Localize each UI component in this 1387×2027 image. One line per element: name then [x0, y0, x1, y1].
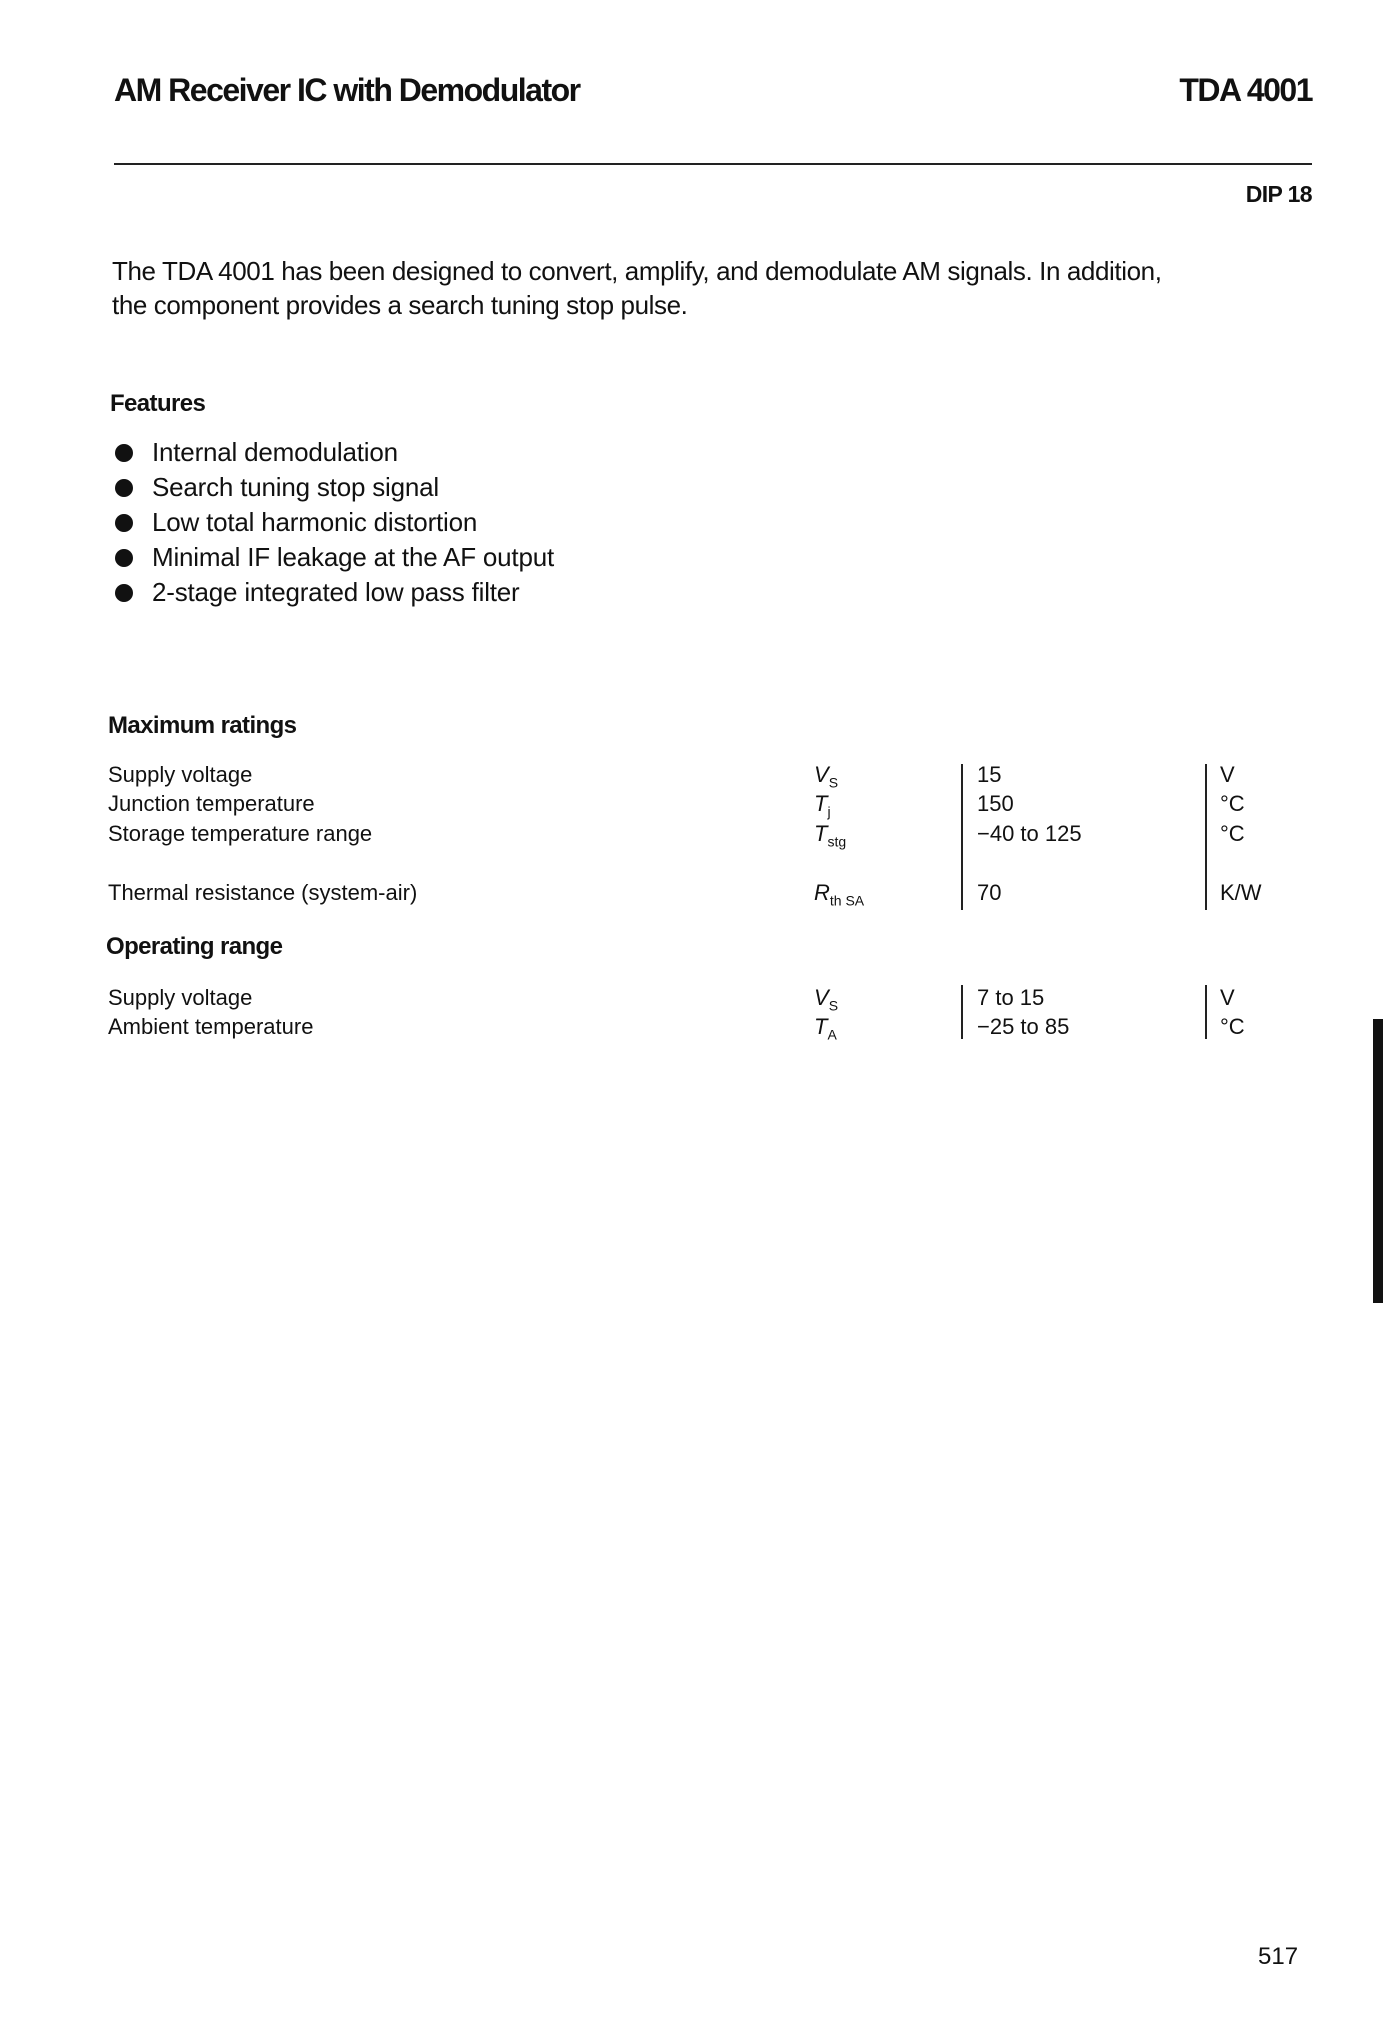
bullet-icon — [115, 444, 133, 462]
feature-item: Internal demodulation — [152, 437, 398, 467]
page-title: AM Receiver IC with Demodulator — [114, 72, 580, 108]
symbol-letter: T — [814, 791, 828, 816]
param-label: Supply voltage — [108, 762, 253, 787]
param-symbol — [814, 1014, 837, 1042]
param-symbol — [814, 821, 846, 849]
max-ratings-heading: Maximum ratings — [108, 712, 297, 739]
feature-item: Low total harmonic distortion — [152, 507, 478, 537]
symbol-letter: V — [814, 762, 829, 787]
symbol-subscript: th SA — [829, 892, 865, 909]
param-value: 15 — [977, 762, 1002, 787]
margin-marker-bar — [1373, 1019, 1383, 1303]
param-label: Supply voltage — [108, 985, 253, 1010]
features-heading: Features — [110, 390, 206, 417]
param-label: Junction temperature — [108, 791, 315, 816]
param-value: 150 — [977, 791, 1014, 816]
unit-column-rule — [1205, 985, 1207, 1039]
symbol-subscript: S — [828, 774, 839, 791]
param-unit: °C — [1220, 1014, 1245, 1039]
symbol-subscript: stg — [827, 833, 847, 850]
symbol-subscript: j — [827, 803, 831, 820]
value-column-rule — [961, 764, 963, 910]
param-unit: V — [1220, 762, 1235, 787]
param-symbol — [814, 791, 831, 819]
intro-line-1: The TDA 4001 has been designed to convert, amplify, and demodulate AM signals. In addition, — [112, 256, 1162, 286]
param-value: 70 — [977, 880, 1002, 905]
param-symbol — [814, 880, 864, 908]
symbol-letter: T — [814, 821, 828, 846]
bullet-icon — [115, 514, 133, 532]
symbol-subscript: S — [828, 997, 839, 1014]
page-number: 517 — [1258, 1943, 1299, 1970]
param-unit: V — [1220, 985, 1235, 1010]
feature-item: Search tuning stop signal — [152, 472, 439, 502]
symbol-letter: V — [814, 985, 829, 1010]
package-label: DIP 18 — [1245, 181, 1312, 207]
param-value: −40 to 125 — [977, 821, 1082, 846]
param-unit: °C — [1220, 791, 1245, 816]
param-label: Ambient temperature — [108, 1014, 314, 1039]
param-value: 7 to 15 — [977, 985, 1045, 1010]
symbol-letter: T — [814, 1014, 828, 1039]
param-symbol — [814, 985, 838, 1013]
bullet-icon — [115, 479, 133, 497]
symbol-subscript: A — [827, 1026, 837, 1043]
param-value: −25 to 85 — [977, 1014, 1070, 1039]
param-label: Storage temperature range — [108, 821, 373, 846]
symbol-letter: R — [814, 880, 830, 905]
header-rule — [114, 163, 1312, 165]
value-column-rule — [961, 985, 963, 1039]
param-unit: K/W — [1220, 880, 1262, 905]
feature-item: Minimal IF leakage at the AF output — [152, 542, 554, 572]
feature-item: 2-stage integrated low pass filter — [152, 577, 520, 607]
unit-column-rule — [1205, 764, 1207, 910]
intro-line-2: the component provides a search tuning stop pulse. — [112, 290, 688, 320]
operating-range-heading: Operating range — [106, 933, 283, 960]
bullet-icon — [115, 584, 133, 602]
param-label: Thermal resistance (system-air) — [108, 880, 418, 905]
param-unit: °C — [1220, 821, 1245, 846]
param-symbol — [814, 762, 838, 790]
bullet-icon — [115, 549, 133, 567]
part-number: TDA 4001 — [1179, 72, 1312, 108]
